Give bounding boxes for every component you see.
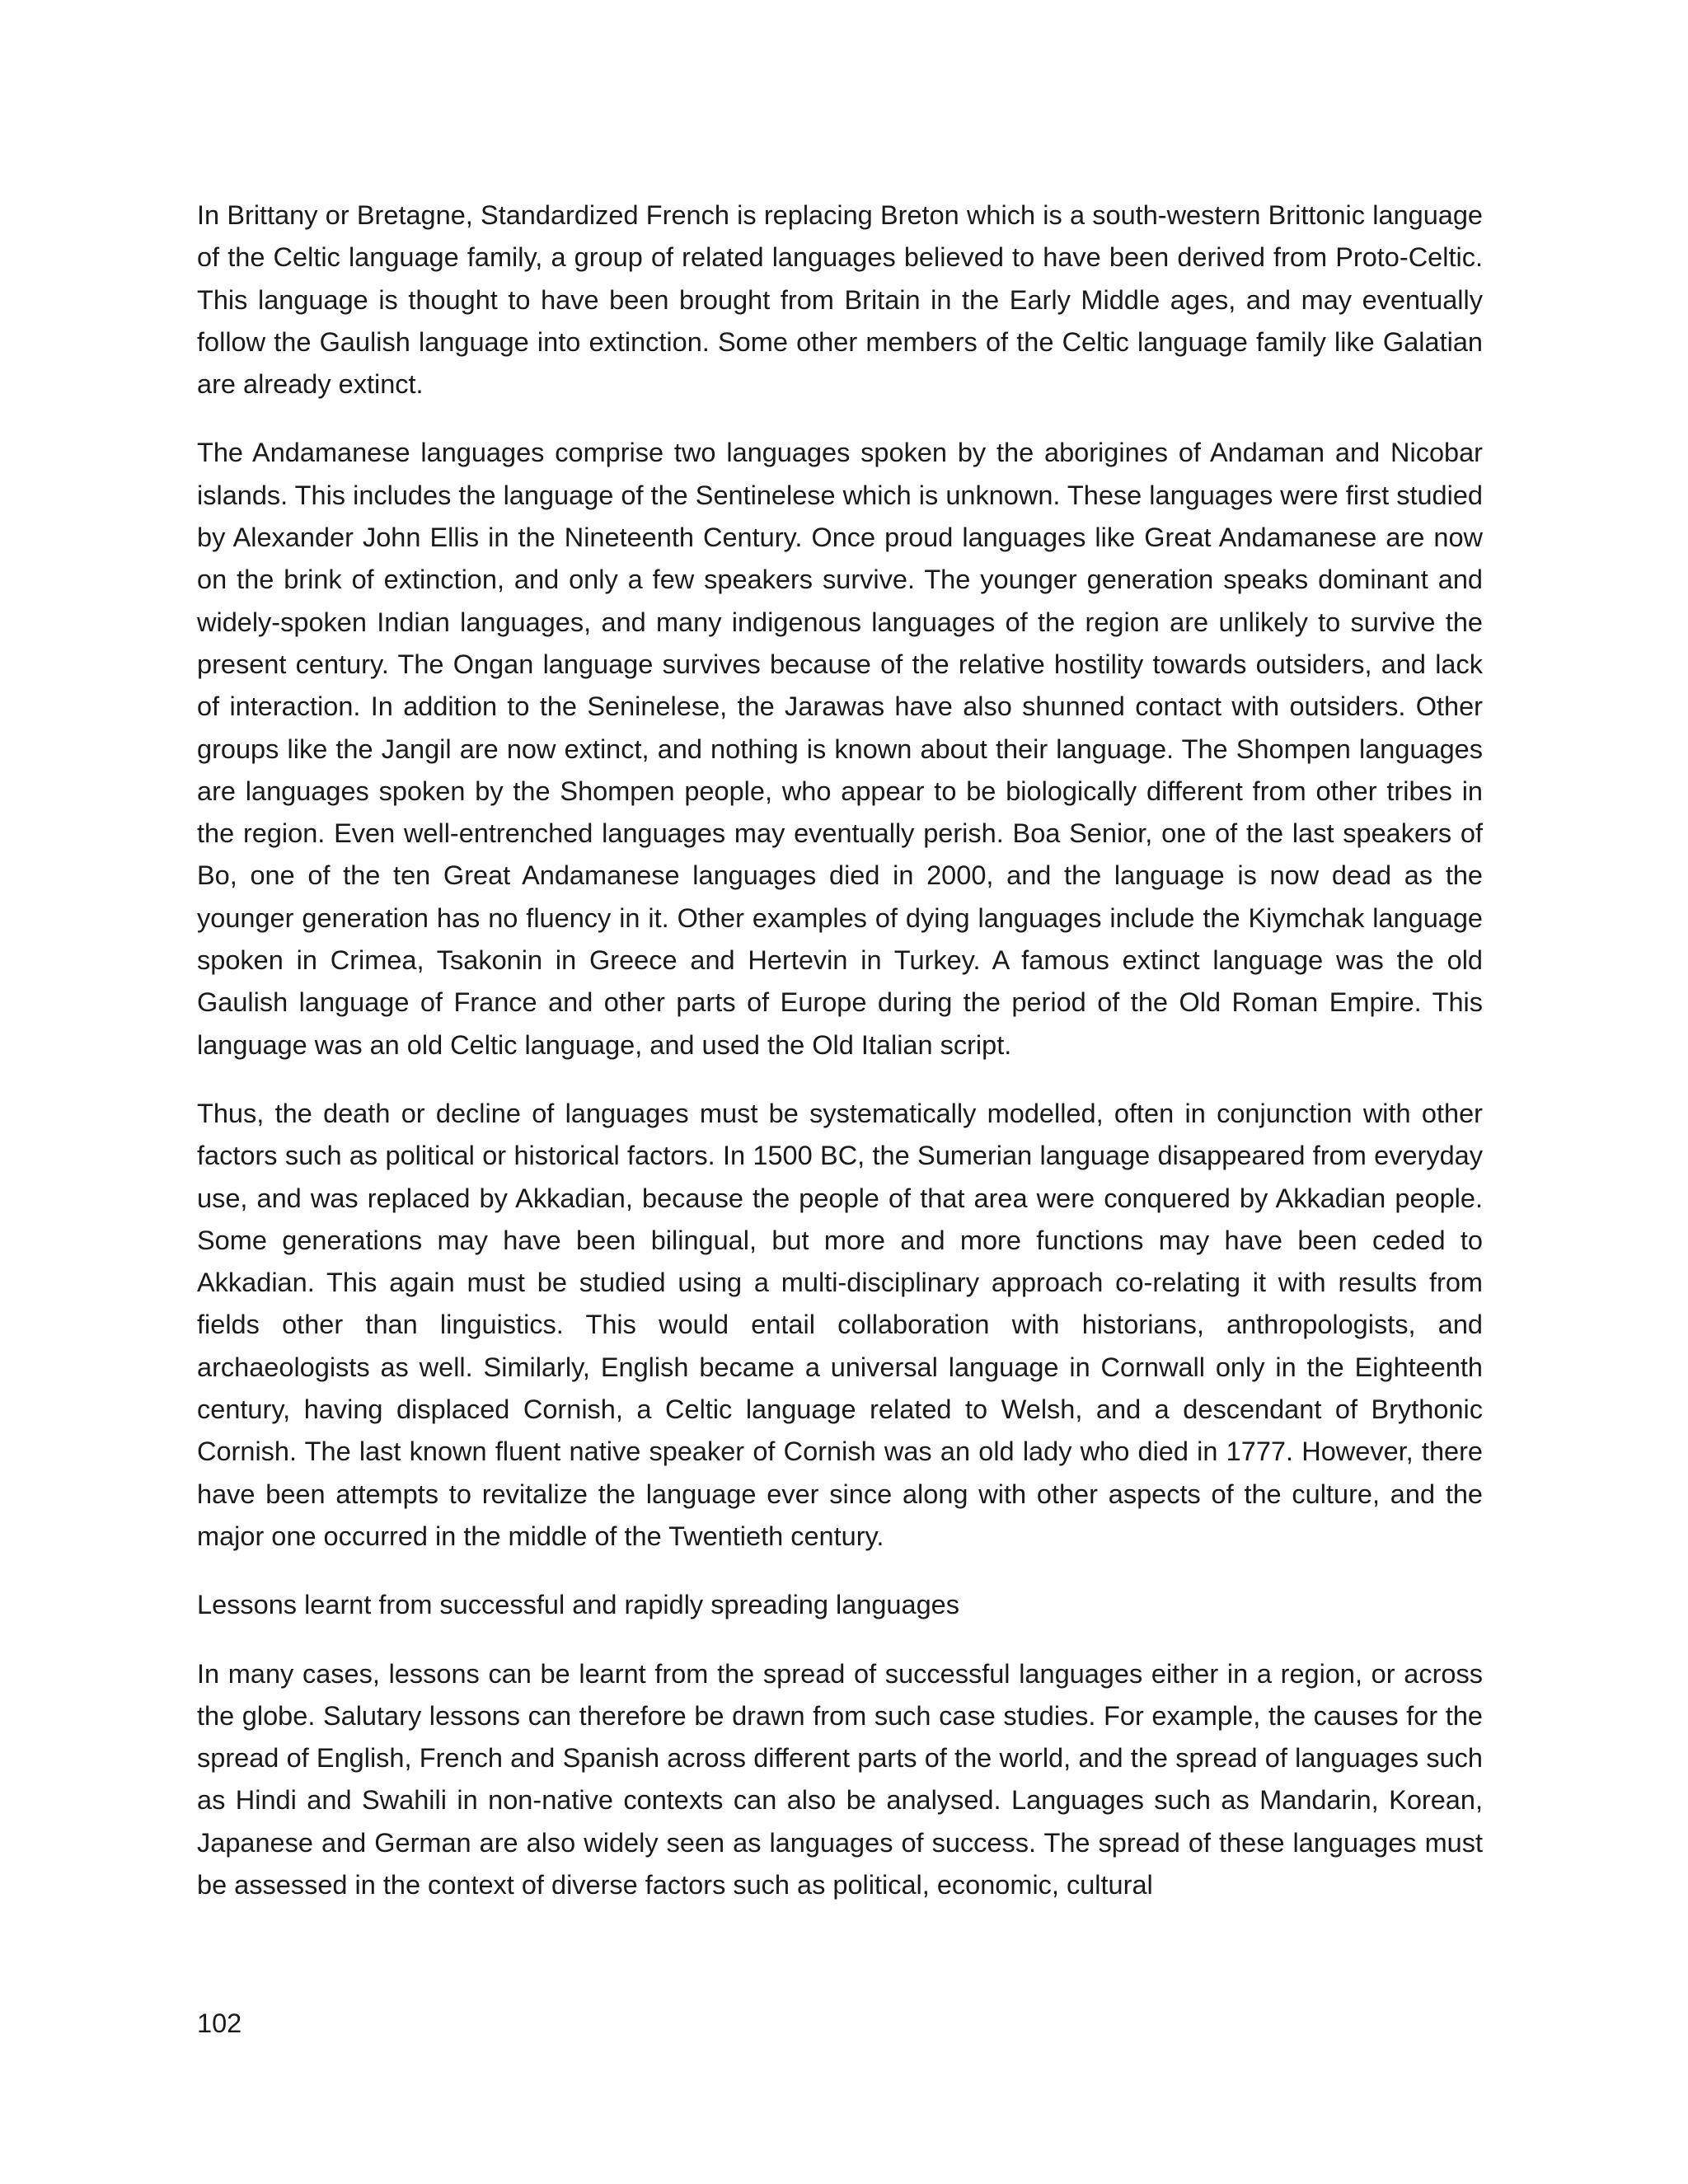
- paragraph-successful-languages: In many cases, lessons can be learnt from the spread of successful languages either in a region, or across the globe. Salutary lessons can therefore be drawn from such case studies. For example, the causes for the spread of English, French and Spanish across different parts of the world, and the spread of languages such as Hindi and Swahili in non-native contexts can also be analysed. Languages such as Mandarin, Korean, Japanese and German are also widely seen as languages of success. The spread of these languages must be assessed in the context of diverse factors such as political, economic, cultural: [197, 1658, 1483, 1900]
- body-text: [197, 194, 1483, 1933]
- paragraph-language-decline: Thus, the death or decline of languages must be systematically modelled, often in conjunction with other factors such as political or historical factors. In 1500 BC, the Sumerian language disappeared from everyday use, and was replaced by Akkadian, because the people of that area were conquered by Akkadian people. Some generations may have been bilingual, but more and more functions may have been ceded to Akkadian. This again must be studied using a multi-disciplinary approach co-relating it with results from fields other than linguistics. This would entail collaboration with historians, anthropologists, and archaeologists as well. Similarly, English became a universal language in Cornwall only in the Eighteenth century, having displaced Cornish, a Celtic language related to Welsh, and a descendant of Brythonic Cornish. The last known fluent native speaker of Cornish was an old lady who died in 1777. However, there have been attempts to revitalize the language ever since along with other aspects of the culture, and the major one occurred in the middle of the Twentieth century.: [197, 1098, 1483, 1551]
- section-heading: Lessons learnt from successful and rapidly spreading languages: [197, 1590, 959, 1620]
- paragraph-andamanese: The Andamanese languages comprise two languages spoken by the aborigines of Andaman and Nicobar islands. This includes the language of the Sentinelese which is unknown. These languages were first studied by Alexander John Ellis in the Nineteenth Century. Once proud languages like Great Andamanese are now on the brink of extinction, and only a few speakers survive. The younger generation speaks dominant and widely-spoken Indian languages, and many indigenous languages of the region are unlikely to survive the present century. The Ongan language survives because of the relative hostility towards outsiders, and lack of interaction. In addition to the Seninelese, the Jarawas have also shunned contact with outsiders. Other groups like the Jangil are now extinct, and nothing is known about their language. The Shompen languages are languages spoken by the Shompen people, who appear to be biologically different from other tribes in the region. Even well-entrenched languages may eventually perish. Boa Senior, one of the last speakers of Bo, one of the ten Great Andamanese languages died in 2000, and the language is now dead as the younger generation has no fluency in it. Other examples of dying languages include the Kiymchak language spoken in Crimea, Tsakonin in Greece and Hertevin in Turkey. A famous extinct language was the old Gaulish language of France and other parts of Europe during the period of the Old Roman Empire. This language was an old Celtic language, and used the Old Italian script.: [197, 438, 1483, 1060]
- page-number: 102: [197, 2008, 242, 2038]
- paragraph-brittany: In Brittany or Bretagne, Standardized French is replacing Breton which is a south-western Brittonic language of the Celtic language family, a group of related languages believed to have been derived from Proto-Celtic. This language is thought to have been brought from Britain in the Early Middle ages, and may eventually follow the Gaulish language into extinction. Some other members of the Celtic language family like Galatian are already extinct.: [197, 200, 1483, 400]
